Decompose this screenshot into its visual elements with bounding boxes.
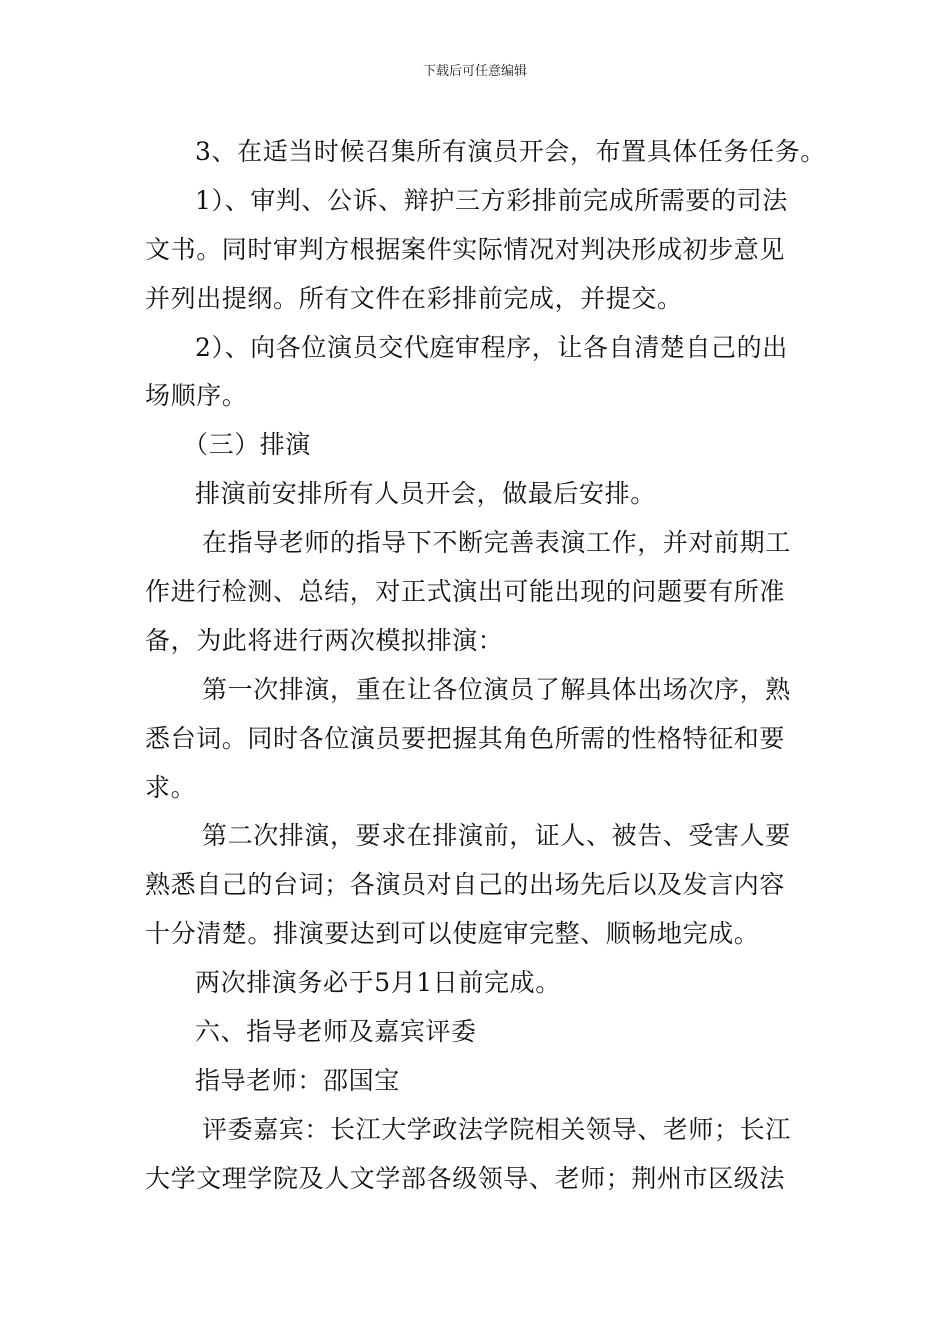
paragraph-line: 1）、审判、公诉、辩护三方彩排前完成所需要的司法 (195, 185, 788, 215)
paragraph-line: 第一次排演，重在让各位演员了解具体出场次序，熟 (202, 674, 791, 704)
paragraph-line: 两次排演务必于5月1日前完成。 (195, 968, 561, 998)
paragraph-line: 排演前安排所有人员开会，做最后安排。 (195, 479, 656, 509)
paragraph-line: 在指导老师的指导下不断完善表演工作，并对前期工 (202, 528, 791, 558)
paragraph-line: 评委嘉宾：长江大学政法学院相关领导、老师；长江 (202, 1114, 791, 1144)
page-header: 下载后可任意编辑 (422, 64, 527, 79)
paragraph-line: 场顺序。 (145, 381, 248, 411)
document-body (145, 128, 826, 1204)
paragraph-line: 十分清楚。排演要达到可以使庭审完整、顺畅地完成。 (145, 919, 760, 949)
paragraph-line: 作进行检测、总结，对正式演出可能出现的问题要有所准 (145, 577, 786, 607)
paragraph-line: 备，为此将进行两次模拟排演： (145, 625, 504, 655)
paragraph-line: 第二次排演，要求在排演前，证人、被告、受害人要 (202, 821, 791, 851)
paragraph-line: 并列出提纲。所有文件在彩排前完成，并提交。 (145, 283, 683, 313)
paragraph-line: 熟悉自己的台词；各演员对自己的出场先后以及发言内容 (145, 870, 786, 900)
section-heading: 六、指导老师及嘉宾评委 (195, 1017, 477, 1047)
paragraph-line: 指导老师：邵国宝 (195, 1065, 400, 1095)
paragraph-line: 大学文理学院及人文学部各级领导、老师；荆州市区级法 (145, 1163, 786, 1193)
paragraph-line: 3、在适当时候召集所有演员开会，布置具体任务任务。 (195, 137, 826, 166)
paragraph-line: 求。 (145, 772, 197, 802)
section-heading: （三）排演 (183, 430, 312, 460)
paragraph-line: 2）、向各位演员交代庭审程序，让各自清楚自己的出 (195, 332, 788, 362)
paragraph-line: 悉台词。同时各位演员要把握其角色所需的性格特征和要 (145, 723, 786, 753)
paragraph-line: 文书。同时审判方根据案件实际情况对判决形成初步意见 (145, 234, 786, 264)
